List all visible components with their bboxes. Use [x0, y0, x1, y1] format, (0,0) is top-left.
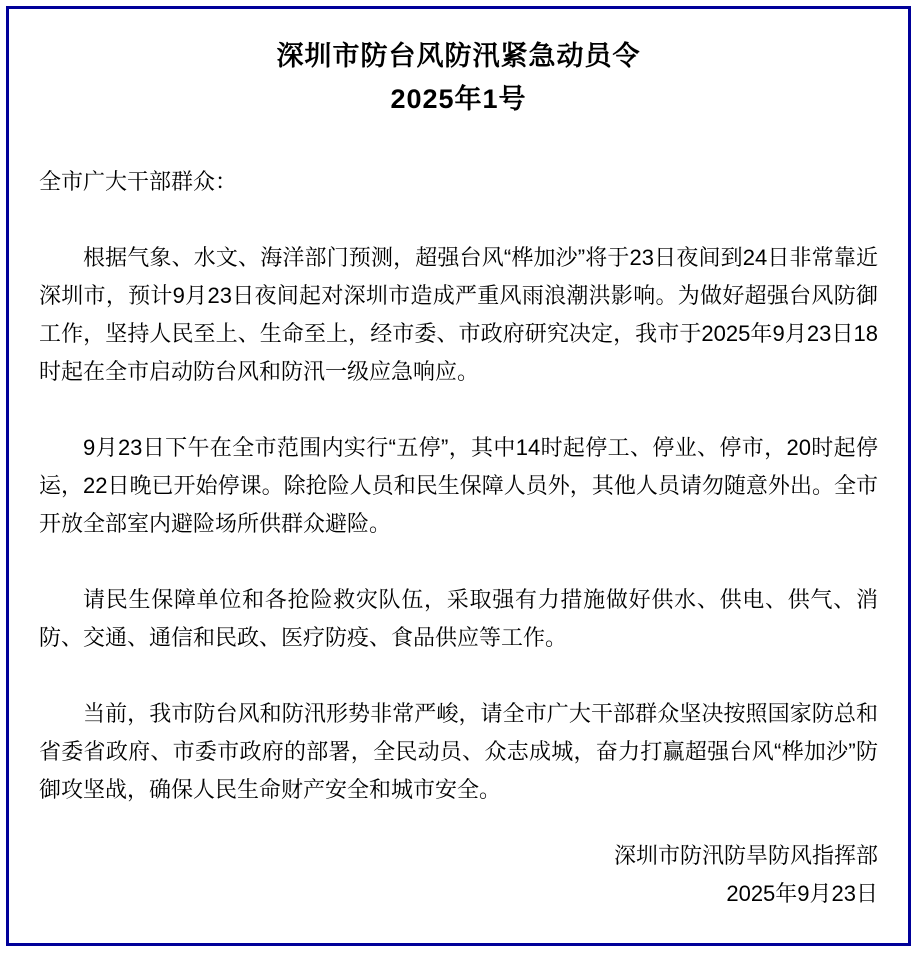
- signature-block: [39, 837, 878, 913]
- paragraph-livelihood-units: 请民生保障单位和各抢险救灾队伍，采取强有力措施做好供水、供电、供气、消防、交通、通信和民政、医疗防疫、食品供应等工作。: [39, 587, 878, 650]
- notice-title: 深圳市防台风防汛紧急动员令: [276, 41, 641, 71]
- salutation: 全市广大干部群众：: [39, 169, 238, 194]
- notice-document: [6, 6, 911, 946]
- paragraph-forecast-response: 根据气象、水文、海洋部门预测，超强台风“桦加沙”将于23日夜间到24日非常靠近深圳市，预计9月23日夜间起对深圳市造成严重风雨浪潮洪影响。为做好超强台风防御工作，坚持人民至上、生命至上，经市委、市政府研究决定，我市于2025年9月23日18时起在全市启动防台风和防汛一级应急响应。: [39, 245, 878, 384]
- paragraph-five-stops: 9月23日下午在全市范围内实行“五停”，其中14时起停工、停业、停市，20时起停运，22日晚已开始停课。除抢险人员和民生保障人员外，其他人员请勿随意外出。全市开放全部室内避险场所供群众避险。: [39, 435, 878, 536]
- issue-date: 2025年9月23日: [726, 881, 878, 906]
- issuing-authority: 深圳市防汛防旱防风指挥部: [613, 843, 878, 868]
- paragraph-mobilization-call: 当前，我市防台风和防汛形势非常严峻，请全市广大干部群众坚决按照国家防总和省委省政府、市委市政府的部署，全民动员、众志成城，奋力打赢超强台风“桦加沙”防御攻坚战，确保人民生命财产安全和城市安全。: [39, 701, 878, 802]
- notice-number: 2025年1号: [390, 84, 527, 114]
